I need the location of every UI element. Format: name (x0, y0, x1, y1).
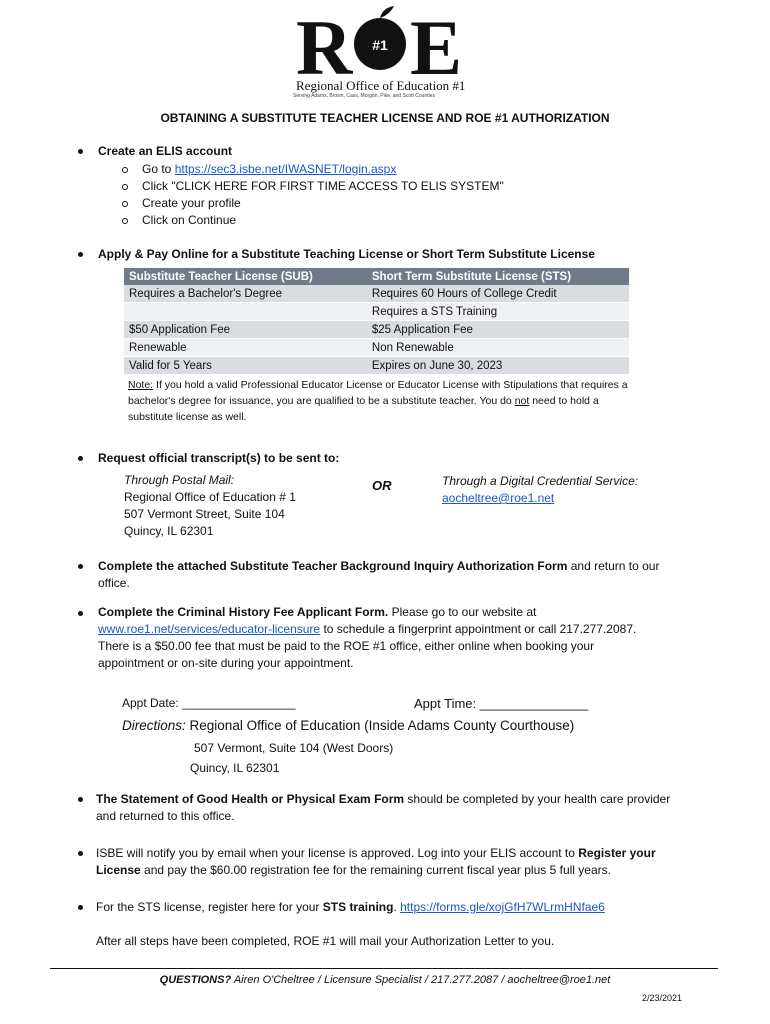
list-item: Click on Continue (142, 213, 237, 227)
table-row: $50 Application Fee $25 Application Fee (124, 321, 629, 339)
document-date: 2/23/2021 (641, 993, 682, 1003)
table-row: Valid for 5 Years Expires on June 30, 2023 (124, 357, 629, 375)
bullet-dot (78, 564, 83, 569)
bullet-dot (78, 149, 83, 154)
digital-credential-block: Through a Digital Credential Service: aocheltree@roe1.net (442, 474, 639, 505)
directions-text: Directions: Regional Office of Education (Inside Adams County Courthouse) (122, 718, 575, 733)
footer-contact: QUESTIONS? Airen O'Cheltree / Licensure Specialist / 217.277.2087 / aocheltree@roe1.net (159, 974, 611, 986)
step2-label: Apply & Pay Online for a Substitute Teaching License or Short Term Substitute License (98, 247, 595, 261)
directions-line-3: Quincy, IL 62301 (190, 761, 280, 775)
or-label: OR (372, 478, 392, 493)
table-header: Short Term Substitute License (STS) (367, 268, 629, 285)
bullet-dot (78, 252, 83, 257)
roe-logo (296, 4, 471, 84)
appt-date-field[interactable]: Appt Date: _________________ (122, 696, 296, 710)
logo-tagline: Serving Adams, Brown, Cass, Morgan, Pike, and Scott Counties (293, 93, 436, 99)
bullet-dot (78, 611, 83, 616)
sub-bullet (122, 218, 128, 224)
elis-login-link[interactable]: https://sec3.isbe.net/IWASNET/login.aspx (174, 162, 397, 176)
bullet-dot (78, 851, 83, 856)
table-header: Substitute Teacher License (SUB) (124, 268, 367, 285)
step3-label: Request official transcript(s) to be sent to: (98, 451, 340, 465)
step5-text: Complete the Criminal History Fee Applicant Form. Please go to our website at www.roe1.net/services/educator-licensure to schedule a fingerprint appointment or call 217.277.2087. There is a $50.00 fee that must be paid to the ROE #1 office, either online when booking your appointment or on-site during your appointment. (98, 605, 637, 670)
svg-text:#1: #1 (372, 37, 388, 53)
step7-text: ISBE will notify you by email when your license is approved. Log into your ELIS account to Register your License and pay the $60.00 registration fee for the remaining current fiscal year plus 5 full years. (96, 846, 656, 877)
step8-text: For the STS license, register here for your STS training. https://forms.gle/xojGfH7WLrmHNfae6 (96, 900, 605, 914)
apple-icon (354, 6, 406, 70)
roe1-licensure-link[interactable]: www.roe1.net/services/educator-licensure (98, 622, 321, 636)
list-item: Create your profile (142, 196, 241, 210)
appt-time-field[interactable]: Appt Time: _______________ (414, 696, 589, 711)
list-item: Go to https://sec3.isbe.net/IWASNET/login.aspx (142, 162, 397, 176)
digital-email-link[interactable]: aocheltree@roe1.net (442, 491, 555, 505)
step4-text: Complete the attached Substitute Teacher Background Inquiry Authorization Form and return to our office. (98, 559, 660, 590)
page-title: OBTAINING A SUBSTITUTE TEACHER LICENSE AND ROE #1 AUTHORIZATION (160, 111, 610, 125)
postal-mail-block: Through Postal Mail: Regional Office of Education # 1 507 Vermont Street, Suite 104 Quincy, IL 62301 (124, 473, 296, 538)
logo-r-letter: R (296, 4, 353, 84)
license-comparison-table (124, 268, 629, 375)
table-row: Requires a Bachelor's Degree Requires 60 Hours of College Credit (124, 285, 629, 303)
sub-bullet (122, 167, 128, 173)
table-row: Renewable Non Renewable (124, 339, 629, 357)
step6-text: The Statement of Good Health or Physical Exam Form should be completed by your health care provider and returned to this office. (96, 792, 671, 823)
bullet-dot (78, 797, 83, 802)
license-note: Note: If you hold a valid Professional Educator License or Educator License with Stipulations that requires a bachelor's degree for issuance, you are qualified to be a substitute teacher. You do not need to hold a substitute license as well. (128, 379, 628, 423)
sub-bullet (122, 201, 128, 207)
sts-training-link[interactable]: https://forms.gle/xojGfH7WLrmHNfae6 (400, 900, 605, 914)
closing-text: After all steps have been completed, ROE #1 will mail your Authorization Letter to you. (96, 934, 555, 948)
bullet-dot (78, 905, 83, 910)
list-item: Click "CLICK HERE FOR FIRST TIME ACCESS TO ELIS SYSTEM" (142, 179, 504, 193)
step1-label: Create an ELIS account (98, 144, 233, 158)
logo-org-name: Regional Office of Education #1 (296, 78, 466, 93)
bullet-dot (78, 456, 83, 461)
directions-line-2: 507 Vermont, Suite 104 (West Doors) (194, 741, 394, 755)
step1-sublist (142, 161, 504, 229)
footer-divider (50, 968, 718, 969)
logo-e-letter: E (410, 4, 463, 84)
sub-bullet (122, 184, 128, 190)
table-row: Requires a STS Training (124, 303, 629, 321)
